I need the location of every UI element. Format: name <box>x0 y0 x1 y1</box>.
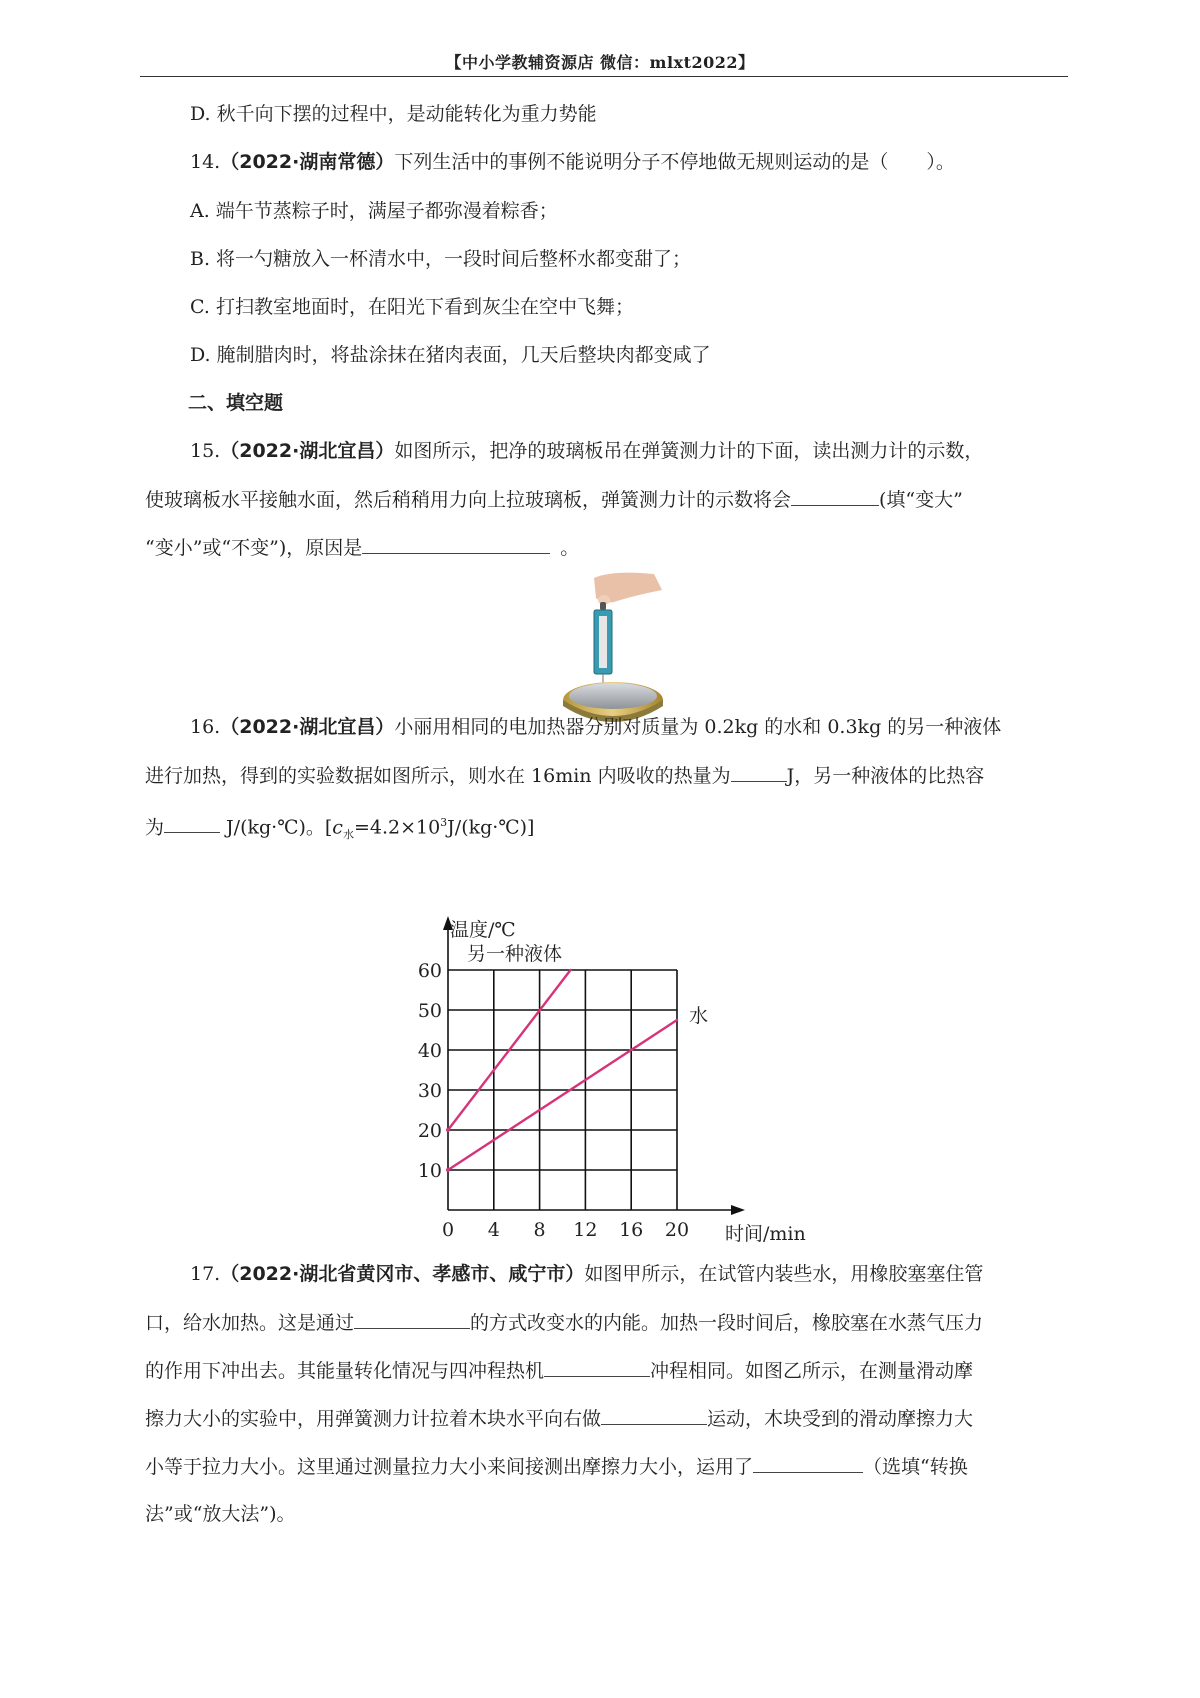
y-tick-label: 20 <box>417 1120 442 1142</box>
q17-line-4 <box>145 1406 973 1431</box>
q17-text: 小等于拉力大小。这里通过测量拉力大小来间接测出摩擦力大小，运用了 <box>145 1456 754 1478</box>
q17-text: 如图甲所示，在试管内装些水，用橡胶塞塞住管 <box>584 1263 984 1285</box>
q14-option-d: D. 腌制腊肉时，将盐涂抹在猪肉表面，几天后整块肉都变咸了 <box>190 344 711 366</box>
q16-text: 进行加热，得到的实验数据如图所示，则水在 16min 内吸收的热量为 <box>145 765 731 787</box>
y-tick-label: 30 <box>417 1080 442 1102</box>
q16-text: J/(kg·℃)。[ <box>220 816 333 839</box>
y-tick-label: 40 <box>417 1040 442 1062</box>
specific-heat-symbol: c <box>332 816 343 839</box>
q15-line-1 <box>190 439 983 463</box>
series-line-water <box>448 1020 677 1170</box>
q17-text: 擦力大小的实验中，用弹簧测力计拉着木块水平向右做 <box>145 1408 602 1430</box>
x-axis-arrow <box>731 1205 745 1215</box>
q15-line-3 <box>145 535 579 560</box>
q16-line-2 <box>145 763 984 788</box>
x-tick-label: 20 <box>664 1219 690 1241</box>
series-start-point <box>446 1128 450 1132</box>
question-number: 16. <box>190 716 221 738</box>
series-start-point <box>446 1168 450 1172</box>
question-number: 15. <box>190 440 221 462</box>
q17-text: 口，给水加热。这是通过 <box>145 1312 355 1334</box>
q14-stem-line <box>190 150 955 174</box>
q17-line-1 <box>190 1262 983 1286</box>
q17-line-5 <box>145 1454 968 1479</box>
q13-option-d: D. 秋千向下摆的过程中，是动能转化为重力势能 <box>190 103 597 125</box>
x-tick-label: 0 <box>441 1219 455 1241</box>
x-tick-label: 16 <box>619 1219 644 1241</box>
question-source: （2022·湖北宜昌） <box>220 440 395 462</box>
answer-blank[interactable] <box>731 763 787 782</box>
q15-text: 。 <box>560 537 580 559</box>
q15-text: “变小”或“不变”)，原因是 <box>145 537 363 559</box>
answer-blank[interactable] <box>362 535 550 554</box>
answer-blank[interactable] <box>791 487 879 506</box>
spring-scale-photo <box>562 572 664 732</box>
q16-line-1 <box>190 715 1001 739</box>
answer-blank[interactable] <box>601 1406 707 1425</box>
q15-text: 如图所示，把净的玻璃板吊在弹簧测力计的下面，读出测力计的示数， <box>394 440 984 462</box>
question-stem: 下列生活中的事例不能说明分子不停地做无规则运动的是（ ）。 <box>394 151 955 173</box>
header-divider <box>140 76 1068 77</box>
q17-text: （选填“转换 <box>863 1456 968 1478</box>
series-label-water: 水 <box>689 1005 709 1027</box>
q14-option-c: C. 打扫教室地面时，在阳光下看到灰尘在空中飞舞； <box>190 296 634 318</box>
q16-text: J/(kg·℃)] <box>447 816 535 839</box>
x-axis-label: 时间/min <box>725 1223 806 1245</box>
section-heading: 二、填空题 <box>188 392 284 414</box>
superscript: 3 <box>440 816 448 829</box>
question-source: （2022·湖南常德） <box>220 151 395 173</box>
q16-line-3 <box>145 811 534 847</box>
q15-line-2 <box>145 487 963 512</box>
q16-text: 为 <box>145 816 165 839</box>
q16-text: J，另一种液体的比热容 <box>786 765 985 787</box>
answer-blank[interactable] <box>544 1358 650 1377</box>
q15-text: (填“变大” <box>879 489 963 511</box>
q17-text: 的作用下冲出去。其能量转化情况与四冲程热机 <box>145 1360 545 1382</box>
q17-text: 冲程相同。如图乙所示，在测量滑动摩 <box>650 1360 974 1382</box>
question-number: 17. <box>190 1263 221 1285</box>
x-tick-label: 12 <box>573 1219 598 1241</box>
q14-option-a: A. 端午节蒸粽子时，满屋子都弥漫着粽香； <box>190 200 558 222</box>
question-number: 14. <box>190 151 221 173</box>
q17-line-3 <box>145 1358 973 1383</box>
y-axis-label: 温度/℃ <box>450 919 516 941</box>
q17-line-2 <box>145 1310 983 1335</box>
q17-line-6: 法”或“放大法”)。 <box>145 1503 296 1525</box>
temperature-time-chart <box>404 906 864 1246</box>
q17-text: 的方式改变水的内能。加热一段时间后，橡胶塞在水蒸气压力 <box>470 1312 984 1334</box>
x-tick-label: 4 <box>487 1219 500 1241</box>
series-label-other-liquid: 另一种液体 <box>467 943 563 965</box>
dish-water <box>569 683 657 709</box>
subscript: 水 <box>342 828 354 842</box>
page-header: 【中小学教辅资源店 微信：mlxt2022】 <box>445 53 755 72</box>
y-tick-label: 60 <box>417 960 442 982</box>
question-source: （2022·湖北省黄冈市、孝感市、咸宁市） <box>220 1263 585 1285</box>
y-tick-label: 10 <box>417 1160 442 1182</box>
q15-text: 使玻璃板水平接触水面，然后稍稍用力向上拉玻璃板，弹簧测力计的示数将会 <box>145 489 792 511</box>
q14-option-b: B. 将一勺糖放入一杯清水中，一段时间后整杯水都变甜了； <box>190 248 692 270</box>
answer-blank[interactable] <box>753 1454 863 1473</box>
question-source: （2022·湖北宜昌） <box>220 716 395 738</box>
q16-text: =4.2×10 <box>353 816 441 839</box>
answer-blank[interactable] <box>164 814 220 833</box>
y-tick-label: 50 <box>417 1000 442 1022</box>
answer-blank[interactable] <box>354 1310 470 1329</box>
x-tick-label: 8 <box>533 1219 546 1241</box>
q17-text: 运动，木块受到的滑动摩擦力大 <box>707 1408 974 1430</box>
q16-text: 小丽用相同的电加热器分别对质量为 0.2kg 的水和 0.3kg 的另一种液体 <box>394 716 1002 738</box>
